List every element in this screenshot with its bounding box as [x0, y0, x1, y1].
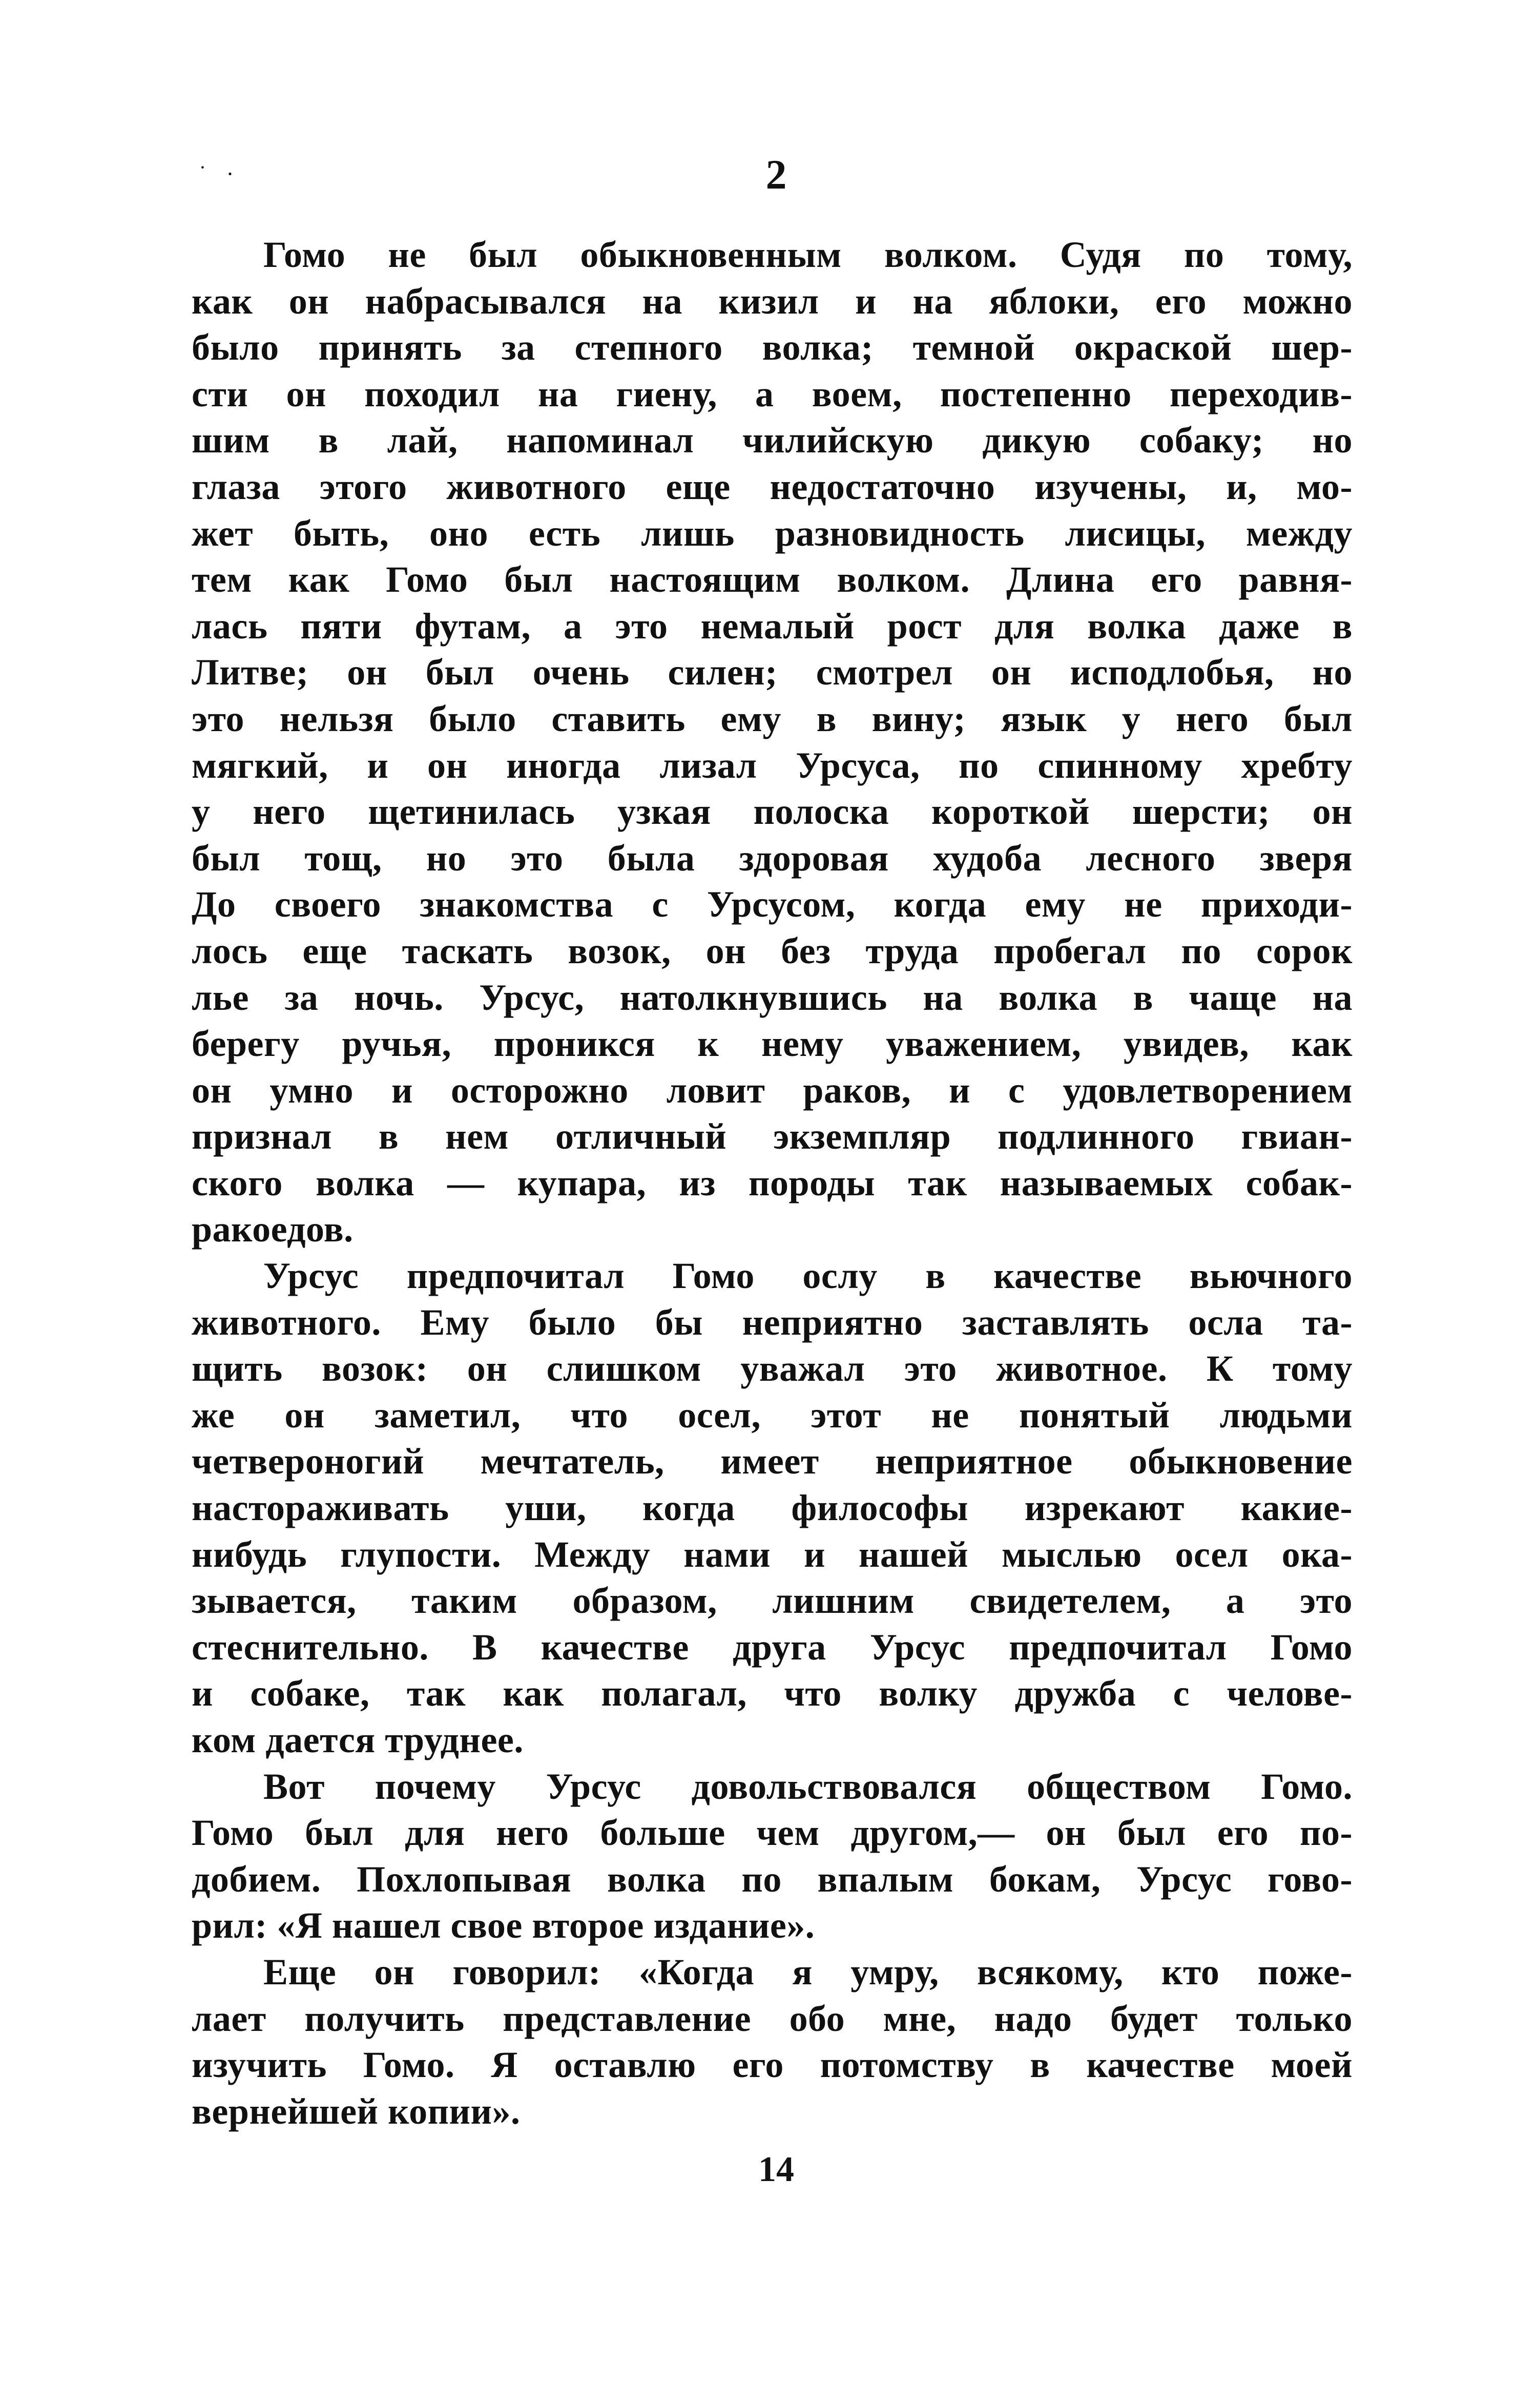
text-line: лось еще таскать возок, он без труда пробегал по сорок: [192, 930, 1353, 971]
paragraph: [192, 232, 1353, 1253]
text-line: глаза этого животного еще недостаточно изучены, и, мо-: [192, 466, 1353, 507]
text-line: зывается, таким образом, лишним свидетелем, а это: [192, 1580, 1353, 1622]
text-line: вернейшей копии».: [192, 2090, 521, 2132]
body-text: [192, 232, 1353, 2134]
paragraph: [192, 1949, 1353, 2134]
text-line: Литве; он был очень силен; смотрел он исподлобья, но: [192, 652, 1353, 693]
text-line: лась пяти футам, а это немалый рост для волка даже в: [192, 605, 1353, 647]
text-line: шим в лай, напоминал чилийскую дикую собаку; но: [192, 420, 1353, 461]
text-line: признал в нем отличный экземпляр подлинного гвиан-: [192, 1116, 1353, 1157]
text-line: как он набрасывался на кизил и на яблоки, его можно: [192, 280, 1353, 322]
text-line: лье за ночь. Урсус, натолкнувшись на волка в чаще на: [192, 977, 1353, 1018]
text-line: стеснительно. В качестве друга Урсус предпочитал Гомо: [192, 1626, 1353, 1668]
text-line: изучить Гомо. Я оставлю его потомству в качестве моей: [192, 2044, 1353, 2086]
text-line: До своего знакомства с Урсусом, когда ему не приходи-: [192, 884, 1353, 925]
text-line: Гомо не был обыкновенным волком. Судя по тому,: [263, 234, 1353, 275]
text-line: щить возок: он слишком уважал это животное. К тому: [192, 1348, 1353, 1389]
text-line: он умно и осторожно ловит раков, и с удовлетворением: [192, 1069, 1353, 1111]
text-line: Гомо был для него больше чем другом,— он был его по-: [192, 1812, 1353, 1854]
text-line: это нельзя было ставить ему в вину; язык у него был: [192, 698, 1353, 739]
paragraph: [192, 1253, 1353, 1763]
text-line: нибудь глупости. Между нами и нашей мыслью осел ока-: [192, 1533, 1353, 1575]
text-line: был тощ, но это была здоровая худоба лесного зверя: [192, 837, 1353, 879]
text-line: животного. Ему было бы неприятно заставлять осла та-: [192, 1301, 1353, 1343]
text-line: было принять за степного волка; темной окраской шер-: [192, 327, 1353, 368]
scan-marks: ˙ ·: [199, 161, 241, 186]
chapter-number: 2: [765, 151, 787, 198]
page-number: 14: [758, 2150, 794, 2189]
text-line: сти он походил на гиену, а воем, постепенно переходив-: [192, 373, 1353, 414]
text-line: Еще он говорил: «Когда я умру, всякому, кто поже-: [263, 1951, 1353, 1992]
text-line: берегу ручья, проникся к нему уважением, увидев, как: [192, 1023, 1353, 1065]
text-line: настораживать уши, когда философы изрекают какие-: [192, 1487, 1353, 1529]
text-line: у него щетинилась узкая полоска короткой шерсти; он: [192, 791, 1353, 833]
text-line: рил: «Я нашел свое второе издание».: [192, 1905, 815, 1946]
text-line: и собаке, так как полагал, что волку дружба с челове-: [192, 1673, 1353, 1714]
text-line: лает получить представление обо мне, надо будет только: [192, 1998, 1353, 2039]
text-line: тем как Гомо был настоящим волком. Длина его равня-: [192, 559, 1353, 600]
text-line: четвероногий мечтатель, имеет неприятное обыкновение: [192, 1441, 1353, 1482]
text-line: ком дается труднее.: [192, 1719, 524, 1760]
text-line: мягкий, и он иногда лизал Урсуса, по спинному хребту: [192, 744, 1353, 786]
text-line: Урсус предпочитал Гомо ослу в качестве вьючного: [263, 1255, 1353, 1297]
text-line: ского волка — купара, из породы так называемых собак-: [192, 1162, 1353, 1203]
paragraph: [192, 1763, 1353, 1949]
text-line: ракоедов.: [192, 1209, 354, 1250]
text-line: Вот почему Урсус довольствовался обществом Гомо.: [263, 1766, 1353, 1807]
text-line: же он заметил, что осел, этот не понятый людьми: [192, 1394, 1353, 1436]
text-line: добием. Похлопывая волка по впалым бокам, Урсус гово-: [192, 1858, 1353, 1900]
text-line: жет быть, оно есть лишь разновидность лисицы, между: [192, 512, 1353, 554]
